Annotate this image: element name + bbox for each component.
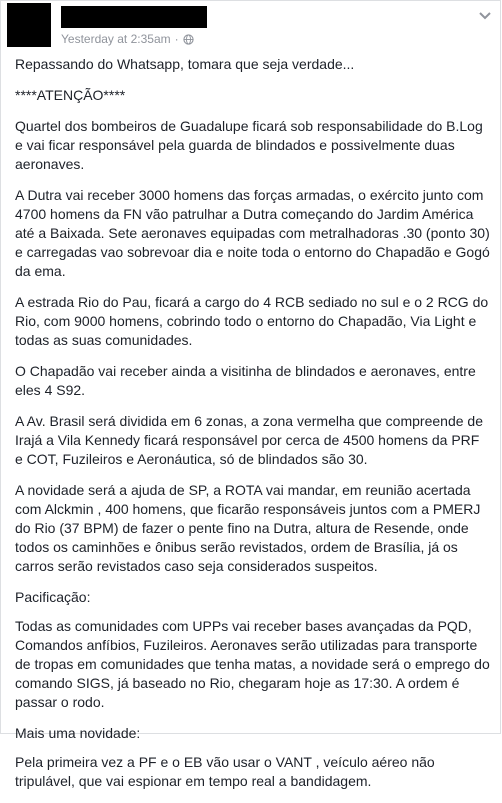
post-paragraph: O Chapadão vai receber ainda a visitinha de blindados e aeronaves, entre eles 4 S92. (15, 363, 476, 398)
post-header (1, 1, 502, 57)
chevron-down-icon[interactable] (478, 11, 492, 21)
avatar[interactable] (7, 3, 51, 47)
post-paragraph: Pacificação: (15, 589, 91, 605)
globe-icon[interactable] (183, 34, 194, 45)
post-paragraph: A novidade será a ajuda de SP, a ROTA vai mandar, em reunião acertada com Alckmin , 400 homens, que ficarão responsáveis juntos com a PMERJ do Rio (37 BPM) de fazer o pente fino na Dutra, altura de Resende, onde todos os caminhões e ônibus serão revistados, ordem de Brasília, já os carros serão revistados caso seja considerados suspeitos. (15, 482, 481, 574)
post-body (15, 55, 491, 803)
post-paragraph: Repassando do Whatsapp, tomara que seja verdade... (15, 56, 355, 72)
post-paragraph: Quartel dos bombeiros de Guadalupe ficará sob responsabilidade do B.Log e vai ficar responsável pela guarda de blindados e possivelmente duas aeronaves. (15, 118, 483, 172)
post-paragraph: Todas as comunidades com UPPs vai receber bases avançadas da PQD, Comandos anfíbios, Fuzileiros. Aeronaves serão utilizadas para transporte de tropas em comunidades que tenha matas, a novidade será o emprego do comando SIGS, já baseado no Rio, chegaram hoje as 17:30. A ordem é passar o rodo. (15, 618, 490, 710)
post-paragraph: A estrada Rio do Pau, ficará a cargo do 4 RCB sediado no sul e o 2 RCG do Rio, com 9000 homens, cobrindo todo o entorno do Chapadão, Via Light e todas as suas comunidades. (15, 294, 489, 348)
post-paragraph: Mais uma novidade: (15, 725, 141, 741)
meta-separator: · (174, 32, 179, 46)
post-paragraph: A Av. Brasil será dividida em 6 zonas, a zona vermelha que compreende de Irajá a Vila Kennedy ficará responsável por cerca de 4500 homens da PRF e COT, Fuzileiros e Aeronáutica, só de blindados são 30. (15, 413, 483, 467)
post-timestamp[interactable]: Yesterday at 2:35am (61, 32, 171, 46)
post-paragraph: ****ATENÇÃO**** (15, 87, 126, 103)
post-paragraph: A Dutra vai receber 3000 homens das forças armadas, o exército junto com 4700 homens da FN vão patrulhar a Dutra começando do Jardim América até a Baixada. Sete aeronaves equipadas com metralhadoras .30 (ponto 30) e carregadas vao sobrevoar dia e noite toda o entorno do Chapadão e Gogó da ema. (15, 187, 490, 279)
author-name-redacted[interactable] (61, 6, 207, 28)
post-paragraph: Pela primeira vez a PF e o EB vão usar o VANT , veículo aéreo não tripulável, que vai espionar em tempo real a bandidagem. (15, 754, 435, 789)
post-meta (61, 32, 194, 46)
